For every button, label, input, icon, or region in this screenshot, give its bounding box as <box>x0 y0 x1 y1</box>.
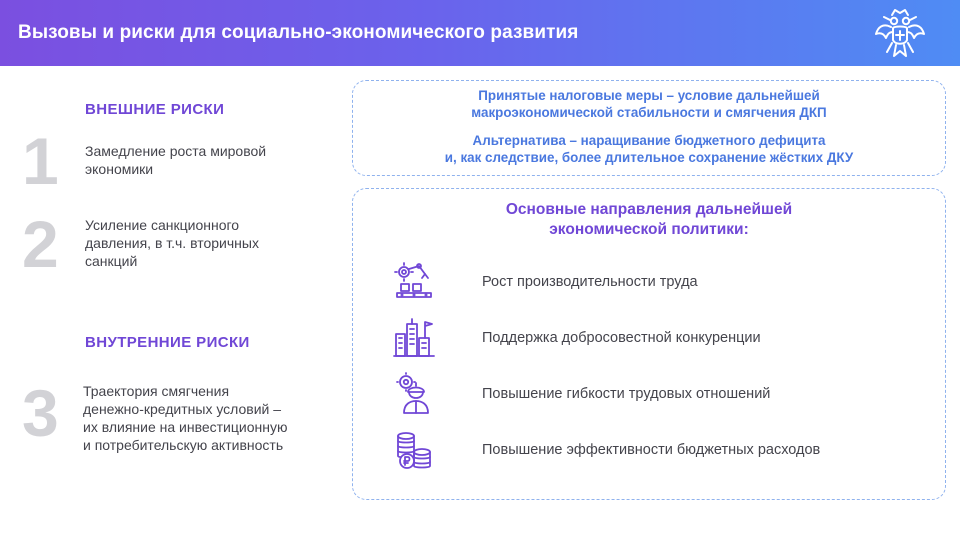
industrial-robot-icon <box>392 260 436 304</box>
direction-label-labor-flexibility: Повышение гибкости трудовых отношений <box>482 386 771 402</box>
external-risks-heading: ВНЕШНИЕ РИСКИ <box>85 101 225 118</box>
policy-statements-box <box>352 80 946 176</box>
risk-number-2: 2 <box>22 207 59 281</box>
direction-label-productivity: Рост производительности труда <box>482 274 698 290</box>
risk-item-2-line: санкций <box>85 253 138 269</box>
directions-title-line: Основные направления дальнейшей <box>505 201 793 218</box>
city-buildings-icon <box>392 316 436 360</box>
direction-label-competition: Поддержка добросовестной конкуренции <box>482 330 761 346</box>
statement-1-line: макроэкономической стабильности и смягчения ДКП <box>471 105 827 120</box>
risk-item-2-line: Усиление санкционного <box>85 217 240 233</box>
risk-number-3: 3 <box>22 376 59 450</box>
risk-number-1: 1 <box>22 124 59 198</box>
direction-label-budget-efficiency: Повышение эффективности бюджетных расходов <box>482 442 821 458</box>
double-headed-eagle-emblem-icon <box>873 7 927 59</box>
risk-item-1-line: Замедление роста мировой <box>85 143 267 159</box>
risk-item-1-line: экономики <box>85 161 154 177</box>
risk-item-3-line: и потребительскую активность <box>83 437 284 453</box>
risk-item-3-line: их влияние на инвестиционную <box>83 419 288 435</box>
statement-2-line: Альтернатива – наращивание бюджетного дефицита <box>472 133 826 148</box>
risk-item-3 <box>83 382 287 454</box>
risk-item-1 <box>85 142 266 178</box>
header-bar <box>0 0 960 66</box>
risk-item-2 <box>85 216 259 270</box>
worker-gear-icon <box>392 372 436 416</box>
coin-stack-icon <box>392 428 436 472</box>
directions-title-line: экономической политики: <box>549 221 749 238</box>
risk-item-3-line: Траектория смягчения <box>83 383 230 399</box>
statement-1-line: Принятые налоговые меры – условие дальнейшей <box>478 88 820 103</box>
page-title: Вызовы и риски для социально-экономического развития <box>18 22 579 43</box>
risk-item-2-line: давления, в т.ч. вторичных <box>85 235 259 251</box>
risk-item-3-line: денежно-кредитных условий – <box>83 401 282 417</box>
internal-risks-heading: ВНУТРЕННИЕ РИСКИ <box>85 334 250 351</box>
statement-2-line: и, как следствие, более длительное сохранение жёстких ДКУ <box>444 150 854 165</box>
